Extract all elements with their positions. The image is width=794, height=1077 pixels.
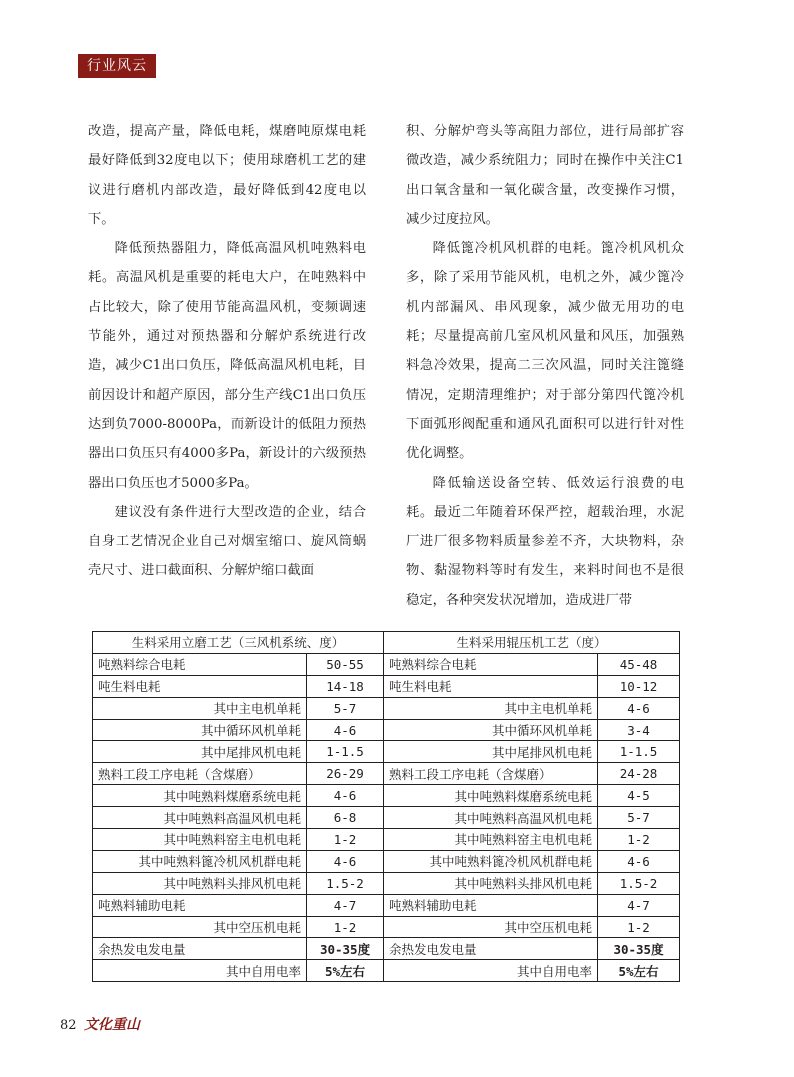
paragraph: 降低预热器阻力，降低高温风机吨熟料电耗。高温风机是重要的耗电大户，在吨熟料中占比较大，除了使用节能高温风机，变频调速节能外，通过对预热器和分解炉系统进行改造，减少C1出口负压，降低高温风机电耗，目前因设计和超产原因，部分生产线C1出口负压达到负7000-8000Pa，而新设计的低阻力预热器出口负压只有4000多Pa，新设计的六级预热器出口负压也才5000多Pa。 — [88, 241, 366, 491]
right-row-value: 4-6 — [598, 697, 680, 719]
table-row — [93, 653, 680, 675]
left-row-label: 其中吨熟料头排风机电耗 — [93, 872, 307, 894]
table-header-row — [93, 632, 680, 654]
left-row-value: 30-35度 — [307, 938, 384, 960]
right-row-label: 其中尾排风机电耗 — [384, 741, 598, 763]
left-row-value: 14-18 — [307, 675, 384, 697]
right-row-value: 45-48 — [598, 653, 680, 675]
paragraph: 降低输送设备空转、低效运行浪费的电耗。最近二年随着环保严控，超载治理，水泥厂进厂很多物料质量参差不齐，大块物料，杂物、黏湿物料等时有发生，来料时间也不是很稳定，各种突发状况增加，造成进厂带 — [406, 475, 684, 608]
left-row-label: 其中吨熟料篦冷机风机群电耗 — [93, 850, 307, 872]
right-row-label: 其中吨熟料高温风机电耗 — [384, 807, 598, 829]
left-row-label: 熟料工段工序电耗（含煤磨） — [93, 763, 307, 785]
left-row-label: 其中吨熟料窑主电机电耗 — [93, 829, 307, 851]
right-row-value: 3-4 — [598, 719, 680, 741]
left-row-label: 余热发电发电量 — [93, 938, 307, 960]
section-tag: 行业风云 — [78, 54, 156, 78]
right-row-value: 4-6 — [598, 850, 680, 872]
left-row-label: 其中自用电率 — [93, 960, 307, 982]
left-row-value: 6-8 — [307, 807, 384, 829]
right-row-value: 1-1.5 — [598, 741, 680, 763]
left-row-label: 其中主电机单耗 — [93, 697, 307, 719]
table-row — [93, 807, 680, 829]
paragraph: 积、分解炉弯头等高阻力部位，进行局部扩容微改造，减少系统阻力；同时在操作中关注C1出口氧含量和一氧化碳含量，改变操作习惯，减少过度拉风。 — [406, 124, 684, 227]
left-row-label: 其中吨熟料煤磨系统电耗 — [93, 785, 307, 807]
right-row-label: 其中吨熟料篦冷机风机群电耗 — [384, 850, 598, 872]
left-row-label: 其中循环风机单耗 — [93, 719, 307, 741]
right-row-value: 5%左右 — [598, 960, 680, 982]
left-row-label: 吨熟料辅助电耗 — [93, 894, 307, 916]
left-row-value: 5%左右 — [307, 960, 384, 982]
table-row — [93, 938, 680, 960]
right-table-header: 生料采用辊压机工艺（度） — [384, 632, 680, 654]
table-row — [93, 697, 680, 719]
left-row-value: 4-6 — [307, 850, 384, 872]
paragraph: 降低篦冷机风机群的电耗。篦冷机风机众多，除了采用节能风机，电机之外，减少篦冷机内部漏风、串风现象，减少做无用功的电耗；尽量提高前几室风机风量和风压，加强熟料急冷效果，提高二三次风温，同时关注篦缝情况，定期清理维护；对于部分第四代篦冷机下面弧形阀配重和通风孔面积可以进行针对性优化调整。 — [406, 241, 684, 462]
right-row-value: 24-28 — [598, 763, 680, 785]
page-number: 82 — [60, 1018, 77, 1033]
left-row-value: 4-6 — [307, 785, 384, 807]
table-row — [93, 850, 680, 872]
left-row-label: 其中吨熟料高温风机电耗 — [93, 807, 307, 829]
right-row-value: 1.5-2 — [598, 872, 680, 894]
right-row-value: 10-12 — [598, 675, 680, 697]
paragraph: 改造，提高产量，降低电耗，煤磨吨原煤电耗最好降低到32度电以下；使用球磨机工艺的建议进行磨机内部改造，最好降低到42度电以下。 — [88, 124, 366, 227]
right-row-value: 1-2 — [598, 916, 680, 938]
left-row-label: 其中空压机电耗 — [93, 916, 307, 938]
table-body — [93, 653, 680, 981]
left-row-label: 吨生料电耗 — [93, 675, 307, 697]
left-row-value: 1-1.5 — [307, 741, 384, 763]
right-row-value: 1-2 — [598, 829, 680, 851]
left-row-value: 26-29 — [307, 763, 384, 785]
paragraph: 建议没有条件进行大型改造的企业，结合自身工艺情况企业自己对烟室缩口、旋风筒蜗壳尺寸、进口截面积、分解炉缩口截面 — [88, 504, 366, 579]
table-row — [93, 916, 680, 938]
left-row-value: 50-55 — [307, 653, 384, 675]
magazine-logo: 文化重山 — [84, 1017, 140, 1033]
table-row — [93, 719, 680, 741]
table-row — [93, 960, 680, 982]
right-row-label: 其中自用电率 — [384, 960, 598, 982]
right-row-label: 其中空压机电耗 — [384, 916, 598, 938]
table-row — [93, 675, 680, 697]
left-row-value: 5-7 — [307, 697, 384, 719]
right-row-value: 5-7 — [598, 807, 680, 829]
left-row-value: 4-7 — [307, 894, 384, 916]
right-row-value: 4-7 — [598, 894, 680, 916]
power-consumption-table-wrap — [92, 631, 679, 982]
right-row-label: 吨熟料综合电耗 — [384, 653, 598, 675]
table-row — [93, 894, 680, 916]
power-consumption-table — [92, 631, 680, 982]
right-row-label: 其中吨熟料窑主电机电耗 — [384, 829, 598, 851]
right-row-value: 4-5 — [598, 785, 680, 807]
left-row-label: 吨熟料综合电耗 — [93, 653, 307, 675]
right-row-label: 其中主电机单耗 — [384, 697, 598, 719]
right-row-label: 熟料工段工序电耗（含煤磨） — [384, 763, 598, 785]
right-row-label: 吨生料电耗 — [384, 675, 598, 697]
right-row-label: 其中吨熟料煤磨系统电耗 — [384, 785, 598, 807]
right-row-label: 余热发电发电量 — [384, 938, 598, 960]
right-row-label: 其中循环风机单耗 — [384, 719, 598, 741]
left-row-value: 1-2 — [307, 916, 384, 938]
right-text-column — [406, 117, 684, 615]
left-row-value: 4-6 — [307, 719, 384, 741]
right-row-label: 其中吨熟料头排风机电耗 — [384, 872, 598, 894]
table-row — [93, 741, 680, 763]
table-row — [93, 785, 680, 807]
table-row — [93, 763, 680, 785]
table-row — [93, 872, 680, 894]
left-row-value: 1.5-2 — [307, 872, 384, 894]
left-table-header: 生料采用立磨工艺（三风机系统、度） — [93, 632, 384, 654]
table-row — [93, 829, 680, 851]
right-row-value: 30-35度 — [598, 938, 680, 960]
left-text-column — [88, 117, 366, 586]
left-row-label: 其中尾排风机电耗 — [93, 741, 307, 763]
right-row-label: 吨熟料辅助电耗 — [384, 894, 598, 916]
left-row-value: 1-2 — [307, 829, 384, 851]
